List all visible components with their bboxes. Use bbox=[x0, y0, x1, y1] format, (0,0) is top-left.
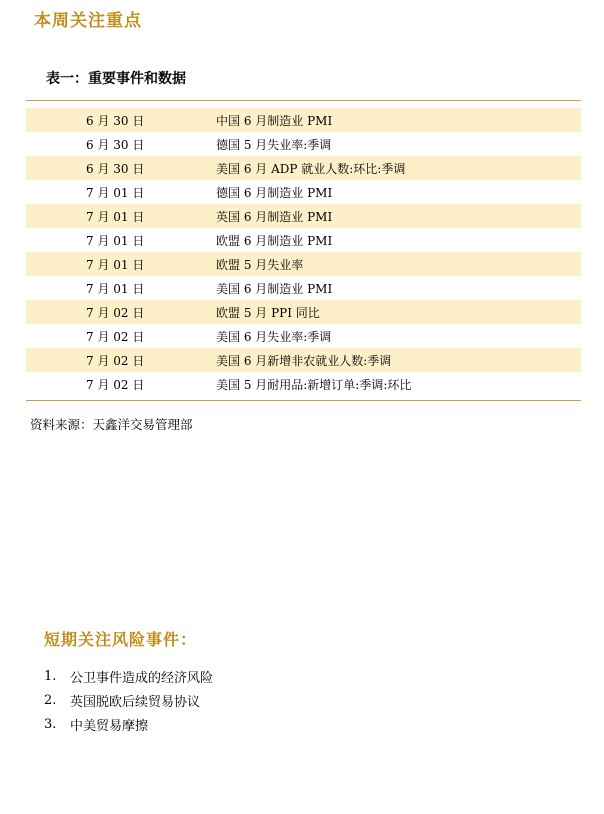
event-name: 美国 6 月 ADP 就业人数:环比:季调 bbox=[216, 161, 406, 176]
risk-section-title: 短期关注风险事件： bbox=[44, 630, 198, 649]
event-date: 6 月 30 日 bbox=[86, 113, 145, 128]
event-name: 中国 6 月制造业 PMI bbox=[216, 113, 333, 128]
table-row bbox=[26, 324, 581, 348]
table-top-rule bbox=[26, 100, 581, 101]
event-date: 7 月 02 日 bbox=[86, 329, 145, 344]
list-item bbox=[44, 712, 213, 736]
event-date: 7 月 02 日 bbox=[86, 353, 145, 368]
table-row bbox=[26, 180, 581, 204]
list-item-number: 2. bbox=[44, 692, 57, 708]
table-row bbox=[26, 348, 581, 372]
page-title: 本周关注重点 bbox=[34, 11, 142, 31]
table-row bbox=[26, 252, 581, 276]
event-date: 7 月 01 日 bbox=[86, 185, 145, 200]
event-date: 7 月 02 日 bbox=[86, 305, 145, 320]
risk-list bbox=[44, 664, 213, 736]
list-item bbox=[44, 664, 213, 688]
event-date: 6 月 30 日 bbox=[86, 137, 145, 152]
list-item-number: 3. bbox=[44, 716, 57, 732]
list-item-number: 1. bbox=[44, 668, 57, 684]
table-source: 资料来源：天鑫洋交易管理部 bbox=[30, 417, 193, 432]
events-table bbox=[26, 108, 581, 396]
event-date: 7 月 01 日 bbox=[86, 233, 145, 248]
list-item-text: 英国脱欧后续贸易协议 bbox=[70, 694, 201, 710]
table-row bbox=[26, 204, 581, 228]
table-row bbox=[26, 156, 581, 180]
table-row bbox=[26, 228, 581, 252]
table-row bbox=[26, 300, 581, 324]
event-name: 欧盟 5 月 PPI 同比 bbox=[216, 305, 320, 320]
event-date: 7 月 01 日 bbox=[86, 281, 145, 296]
event-date: 7 月 01 日 bbox=[86, 209, 145, 224]
table-bottom-rule bbox=[26, 400, 581, 401]
event-name: 英国 6 月制造业 PMI bbox=[216, 209, 333, 224]
event-date: 7 月 02 日 bbox=[86, 377, 145, 392]
list-item-text: 中美贸易摩擦 bbox=[70, 718, 149, 734]
event-name: 德国 5 月失业率:季调 bbox=[216, 137, 332, 152]
table-row bbox=[26, 132, 581, 156]
event-name: 德国 6 月制造业 PMI bbox=[216, 185, 333, 200]
event-name: 美国 6 月新增非农就业人数:季调 bbox=[216, 353, 392, 368]
event-name: 美国 6 月制造业 PMI bbox=[216, 281, 333, 296]
event-name: 美国 6 月失业率:季调 bbox=[216, 329, 332, 344]
event-date: 6 月 30 日 bbox=[86, 161, 145, 176]
table-row bbox=[26, 108, 581, 132]
table-row bbox=[26, 372, 581, 396]
event-date: 7 月 01 日 bbox=[86, 257, 145, 272]
event-name: 欧盟 5 月失业率 bbox=[216, 257, 304, 272]
event-name: 欧盟 6 月制造业 PMI bbox=[216, 233, 333, 248]
table-row bbox=[26, 276, 581, 300]
event-name: 美国 5 月耐用品:新增订单:季调:环比 bbox=[216, 377, 412, 392]
list-item-text: 公卫事件造成的经济风险 bbox=[70, 670, 214, 686]
list-item bbox=[44, 688, 213, 712]
table-title: 表一：重要事件和数据 bbox=[46, 71, 186, 87]
